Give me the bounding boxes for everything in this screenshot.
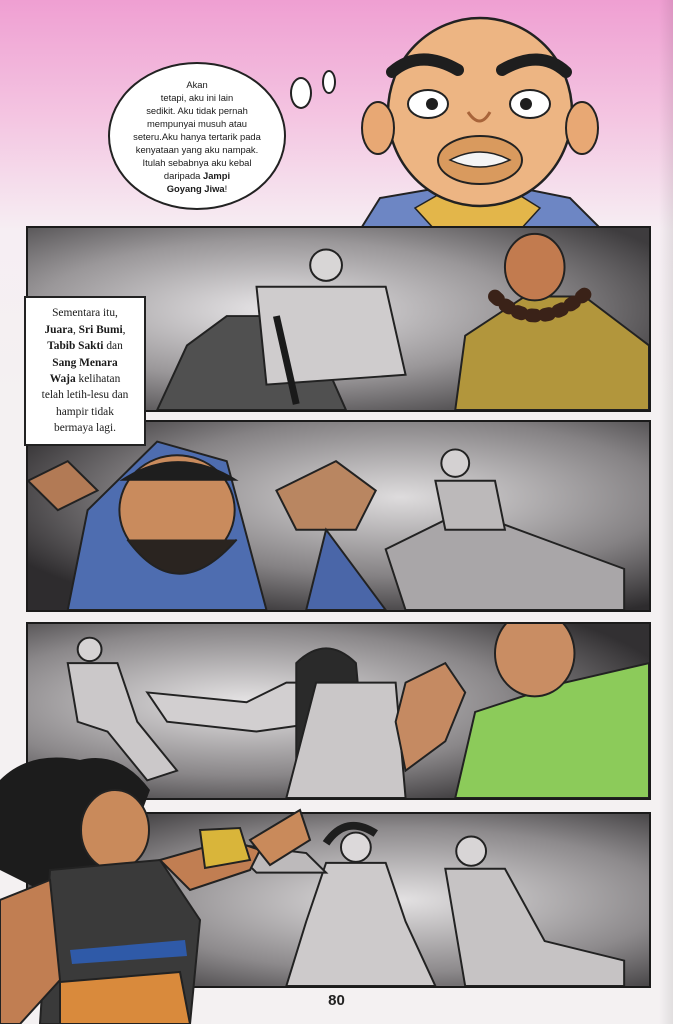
caption-fragment: hampir tidak xyxy=(56,405,114,418)
narration-text xyxy=(29,305,141,436)
caption-name: Juara xyxy=(44,323,73,336)
thought-line: kenyataan yang aku nampak. xyxy=(135,143,259,155)
panel-2-art xyxy=(28,422,649,610)
thought-line: Itulah sebabnya aku kebal xyxy=(142,156,252,168)
narration-caption xyxy=(24,296,146,446)
caption-fragment: bermaya lagi. xyxy=(54,422,116,435)
thought-line: daripada xyxy=(163,169,201,181)
thought-bubble-text xyxy=(127,78,267,195)
caption-name: Tabib Sakti xyxy=(47,340,104,353)
thought-bubble xyxy=(108,62,286,210)
page-spine-shadow xyxy=(659,0,673,1024)
caption-name: Sang Menara xyxy=(52,356,118,369)
thought-emphasis: Jampi xyxy=(203,169,231,181)
thought-punctuation: ! xyxy=(224,182,228,194)
thought-line: sedikit. Aku tidak pernah xyxy=(146,104,248,116)
thought-dot-large xyxy=(290,77,312,109)
thought-line: Akan xyxy=(186,78,208,90)
thought-line: mempunyai musuh atau xyxy=(146,117,248,129)
thought-dot-small xyxy=(322,70,336,94)
thought-line: tetapi, aku ini lain xyxy=(160,91,234,103)
caption-fragment: , xyxy=(72,323,76,336)
long-haired-warrior-character xyxy=(0,750,320,1024)
thought-line: seteru.Aku hanya tertarik pada xyxy=(133,130,261,142)
caption-fragment: Sementara itu, xyxy=(52,307,118,320)
caption-name: Sri Bumi xyxy=(78,323,123,336)
caption-name: Waja xyxy=(49,373,76,385)
caption-fragment: telah letih-lesu dan xyxy=(41,389,129,402)
bald-monk-character xyxy=(340,8,610,230)
caption-fragment: kelihatan xyxy=(78,373,121,385)
caption-fragment: , xyxy=(122,323,126,336)
page-number: 80 xyxy=(328,992,345,1009)
thought-emphasis: Goyang Jiwa xyxy=(166,182,225,194)
caption-fragment: dan xyxy=(106,340,123,353)
comic-panel-2 xyxy=(26,420,651,612)
